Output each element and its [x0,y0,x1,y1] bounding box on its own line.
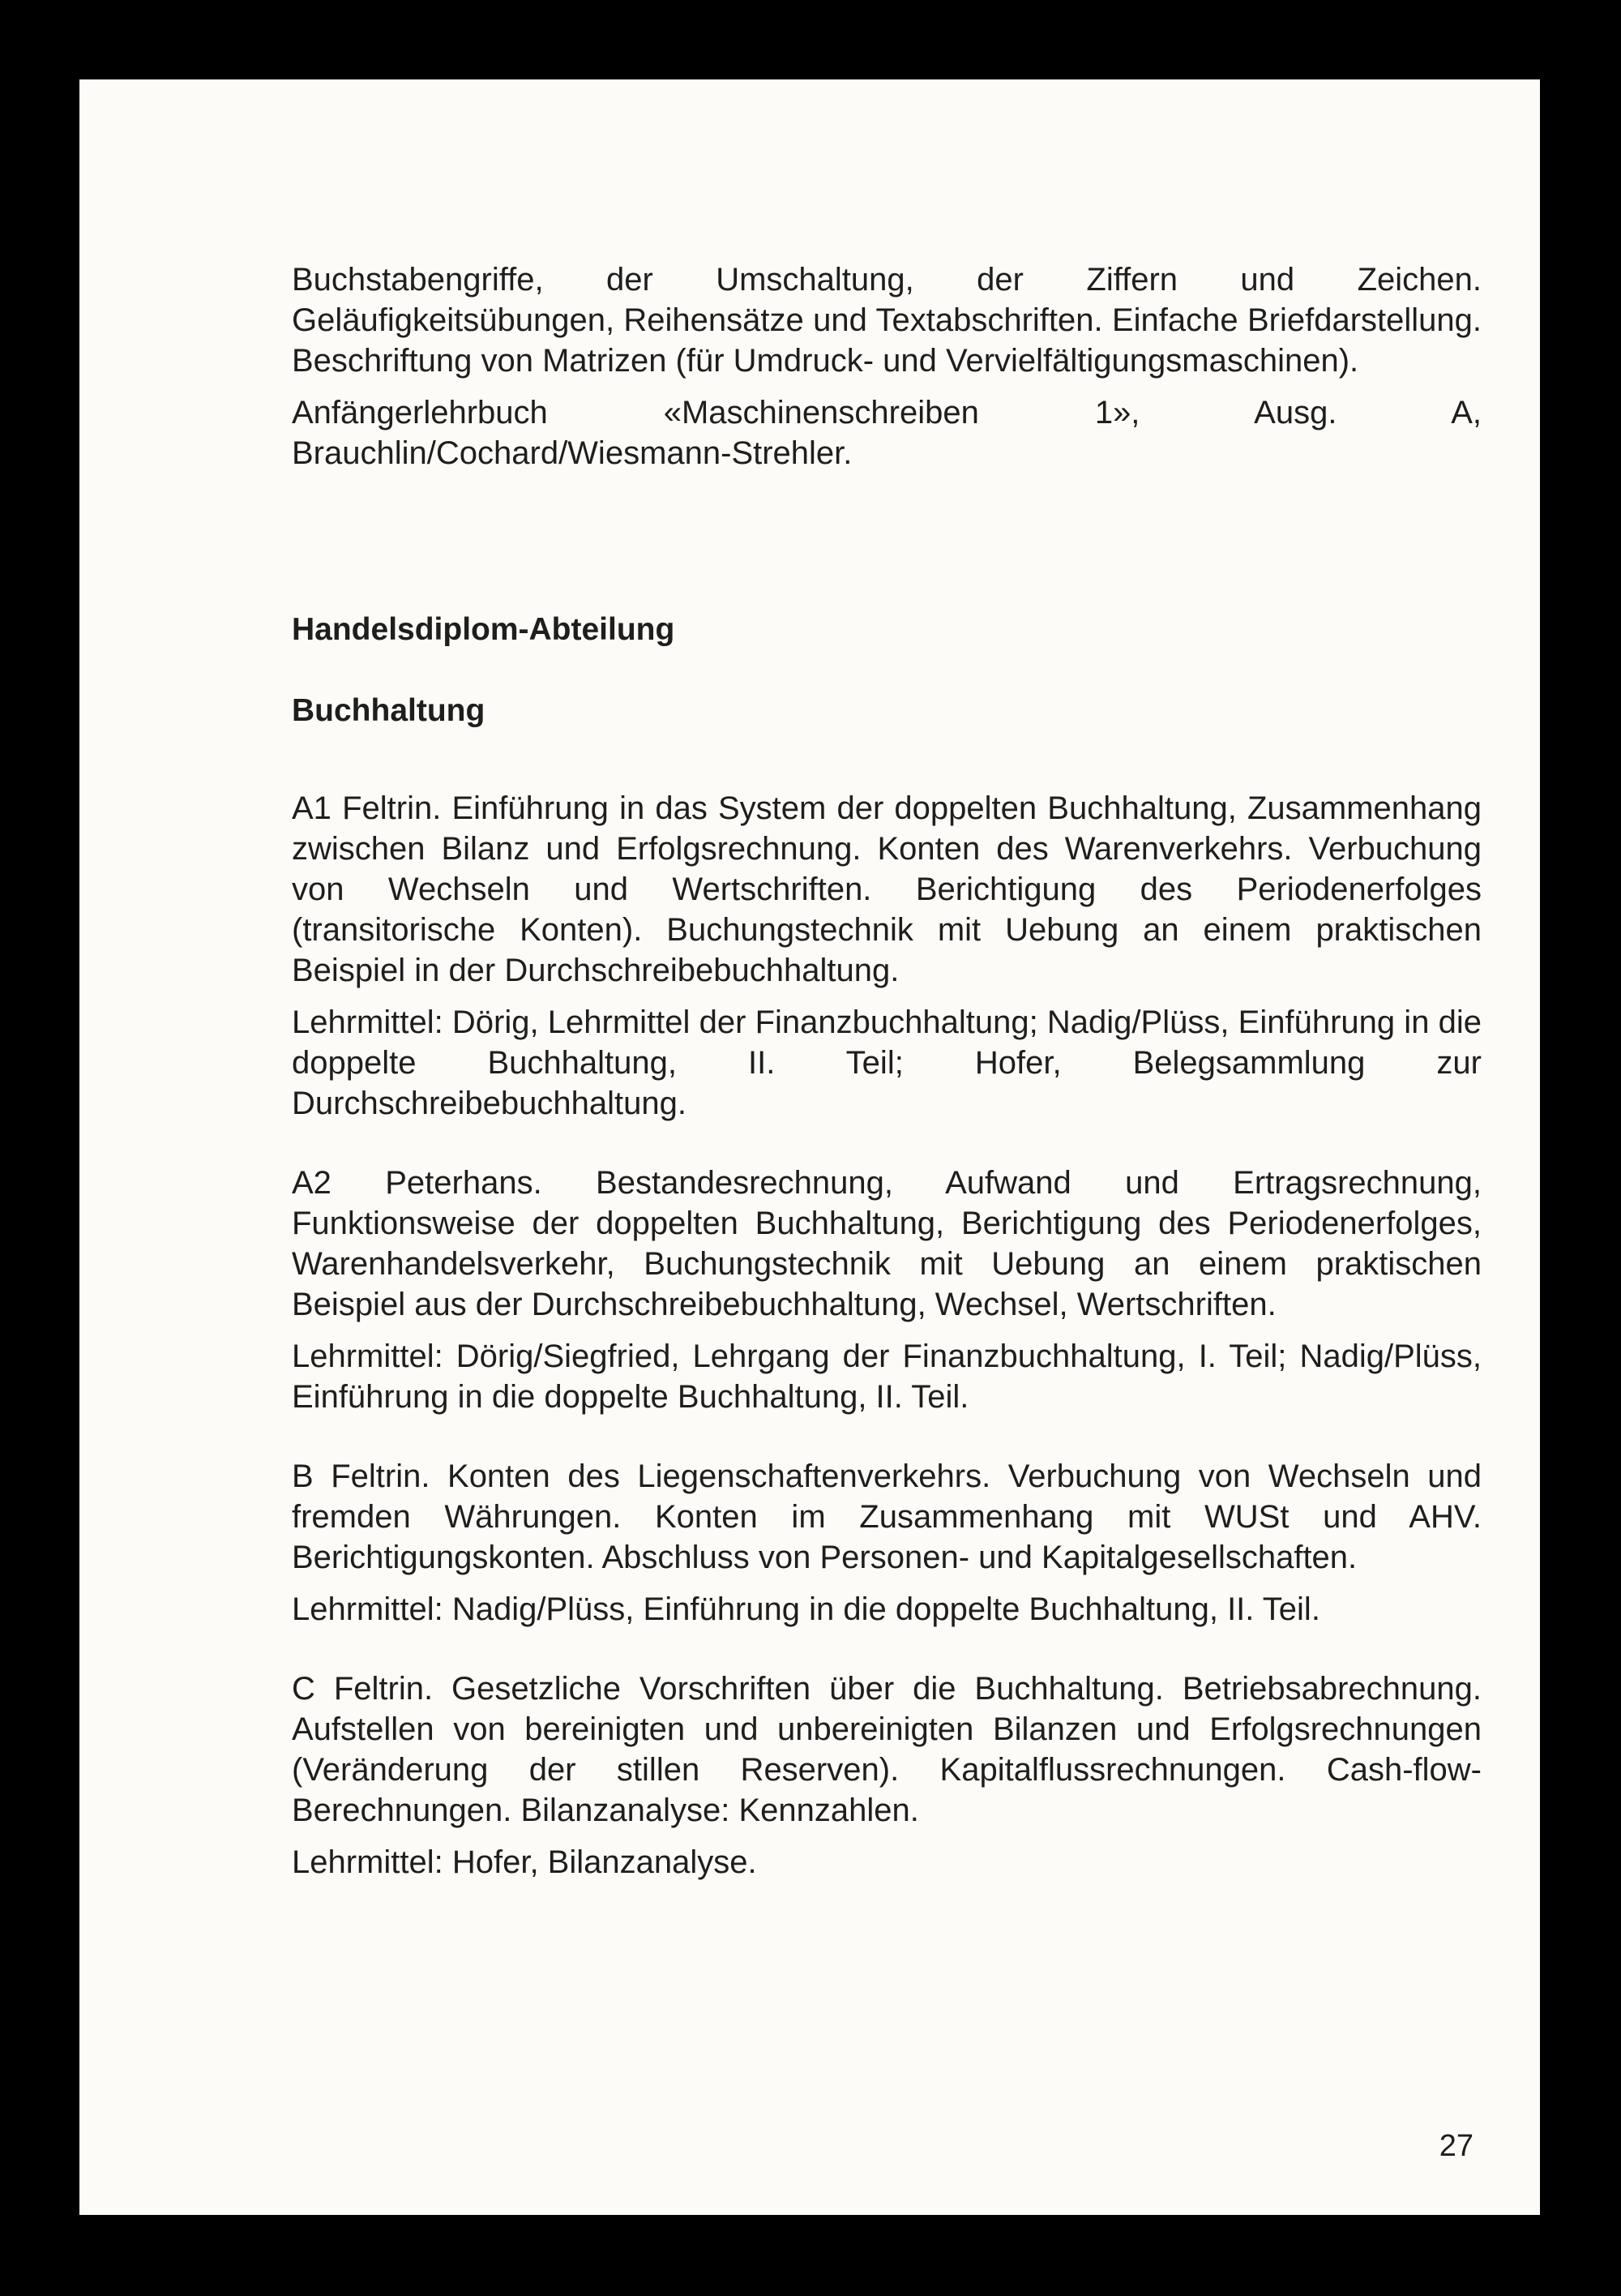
course-a1-description: A1 Feltrin. Einführung in das System der doppelten Buchhaltung, Zusammenhang zwischen Bilanz und Erfolgsrechnung. Konten des Warenverkehrs. Verbuchung von Wechseln und Wertschriften. Berichtigung des Periodenerfolges (transitorische Konten). Buchungstechnik mit Uebung an einem praktischen Beispiel in der Durchschreibebuchhaltung. [292,790,1482,988]
course-a2-description: A2 Peterhans. Bestandesrechnung, Aufwand und Ertragsrechnung, Funktionsweise der doppelten Buchhaltung, Berichtigung des Periodenerfolges, Warenhandelsverkehr, Buchungstechnik mit Uebung an einem praktischen Beispiel aus der Durchschreibebuchhaltung, Wechsel, Wertschriften. [292,1165,1482,1322]
course-b-materials: Lehrmittel: Nadig/Plüss, Einführung in die doppelte Buchhaltung, II. Teil. [292,1591,1320,1627]
course-b-description: B Feltrin. Konten des Liegenschaftenverkehrs. Verbuchung von Wechseln und fremden Währungen. Konten im Zusammenhang mit WUSt und AHV. Berichtigungskonten. Abschluss von Personen- und Kapitalgesellschaften. [292,1459,1482,1575]
intro-paragraph: Buchstabengriffe, der Umschaltung, der Ziffern und Zeichen. Geläufigkeitsübungen, Reihensätze und Textabschriften. Einfache Briefdarstellung. Beschriftung von Matrizen (für Umdruck- und Vervielfältigungsmaschinen). [292,262,1482,379]
subsection-heading: Buchhaltung [292,693,485,728]
document-page [79,79,1540,2215]
course-c-materials: Lehrmittel: Hofer, Bilanzanalyse. [292,1844,757,1880]
page-content [292,259,1482,1883]
course-c-description: C Feltrin. Gesetzliche Vorschriften über die Buchhaltung. Betriebsabrechnung. Aufstellen von bereinigten und unbereinigten Bilanzen und Erfolgsrechnungen (Veränderung der stillen Reserven). Kapitalflussrechnungen. Cash-flow-Berechnungen. Bilanzanalyse: Kennzahlen. [292,1671,1482,1828]
course-a2-materials: Lehrmittel: Dörig/Siegfried, Lehrgang der Finanzbuchhaltung, I. Teil; Nadig/Plüss, Einführung in die doppelte Buchhaltung, II. Teil. [292,1339,1482,1415]
intro-textbook-reference: Anfängerlehrbuch «Maschinenschreiben 1», Ausg. A, Brauchlin/Cochard/Wiesmann-Strehler. [292,395,1482,471]
page-number: 27 [1439,2129,1473,2163]
section-heading: Handelsdiplom-Abteilung [292,612,675,647]
course-a1-materials: Lehrmittel: Dörig, Lehrmittel der Finanzbuchhaltung; Nadig/Plüss, Einführung in die doppelte Buchhaltung, II. Teil; Hofer, Belegsammlung zur Durchschreibebuchhaltung. [292,1004,1482,1121]
